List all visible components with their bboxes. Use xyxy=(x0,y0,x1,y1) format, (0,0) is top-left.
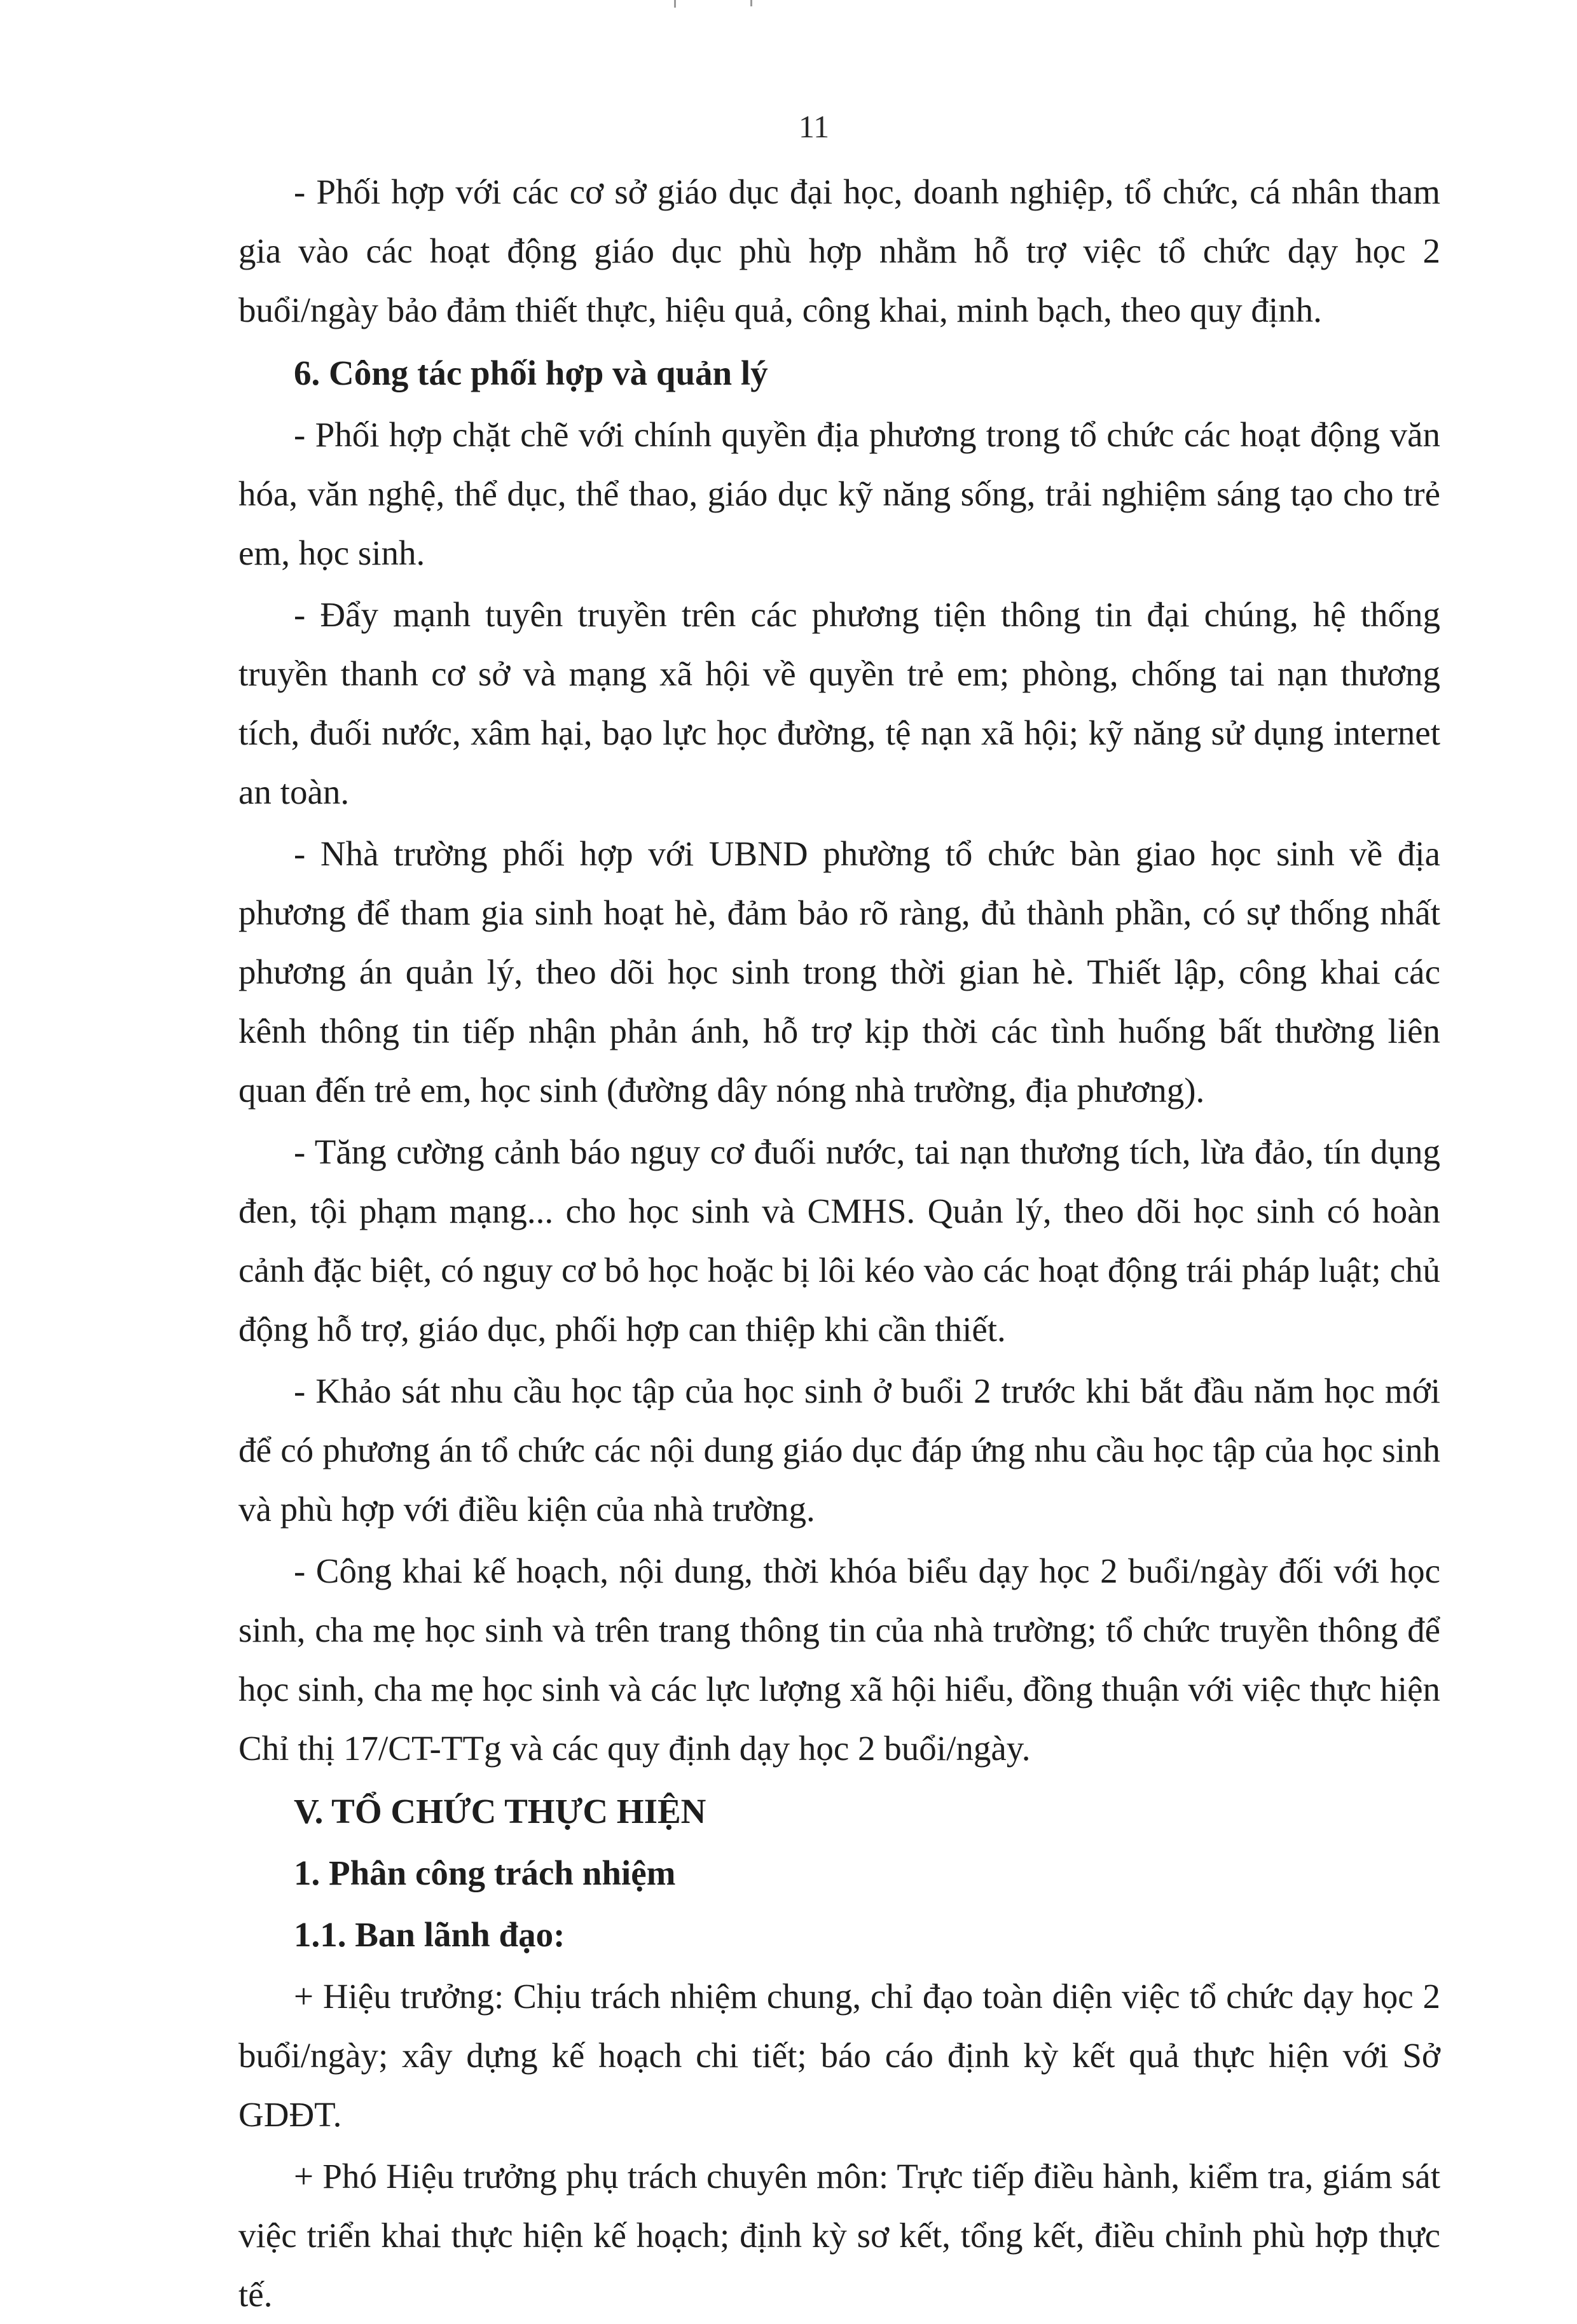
section-heading: 1. Phân công trách nhiệm xyxy=(294,1853,676,1892)
document-body xyxy=(238,162,1440,2324)
paragraph: - Đẩy mạnh tuyên truyền trên các phương tiện thông tin đại chúng, hệ thống truyền thanh cơ sở và mạng xã hội về quyền trẻ em; phòng, chống tai nạn thương tích, đuối nước, xâm hại, bạo lực học đường, tệ nạn xã hội; kỹ năng sử dụng internet an toàn. xyxy=(238,595,1440,811)
paragraph: + Phó Hiệu trưởng phụ trách chuyên môn: Trực tiếp điều hành, kiểm tra, giám sát việc triển khai thực hiện kế hoạch; định kỳ sơ kết, tổng kết, điều chỉnh phù hợp thực tế. xyxy=(238,2157,1440,2314)
chapter-heading: V. TỔ CHỨC THỰC HIỆN xyxy=(294,1792,706,1831)
paragraph: - Phối hợp chặt chẽ với chính quyền địa phương trong tổ chức các hoạt động văn hóa, văn nghệ, thể dục, thể thao, giáo dục kỹ năng sống, trải nghiệm sáng tạo cho trẻ em, học sinh. xyxy=(238,415,1440,572)
paragraph: - Công khai kế hoạch, nội dung, thời khóa biểu dạy học 2 buổi/ngày đối với học sinh, cha mẹ học sinh và trên trang thông tin của nhà trường; tổ chức truyền thông để học sinh, cha mẹ học sinh và các lực lượng xã hội hiểu, đồng thuận với việc thực hiện Chỉ thị 17/CT-TTg và các quy định dạy học 2 buổi/ngày. xyxy=(238,1551,1440,1768)
paragraph: + Hiệu trưởng: Chịu trách nhiệm chung, chỉ đạo toàn diện việc tổ chức dạy học 2 buổi/ngày; xây dựng kế hoạch chi tiết; báo cáo định kỳ kết quả thực hiện với Sở GDĐT. xyxy=(238,1977,1440,2134)
paragraph: - Khảo sát nhu cầu học tập của học sinh ở buổi 2 trước khi bắt đầu năm học mới để có phương án tổ chức các nội dung giáo dục đáp ứng nhu cầu học tập của học sinh và phù hợp với điều kiện của nhà trường. xyxy=(238,1372,1440,1529)
paragraph: - Phối hợp với các cơ sở giáo dục đại học, doanh nghiệp, tổ chức, cá nhân tham gia vào các hoạt động giáo dục phù hợp nhằm hỗ trợ việc tổ chức dạy học 2 buổi/ngày bảo đảm thiết thực, hiệu quả, công khai, minh bạch, theo quy định. xyxy=(238,172,1440,329)
page-number: 11 xyxy=(798,109,830,144)
paragraph: - Tăng cường cảnh báo nguy cơ đuối nước, tai nạn thương tích, lừa đảo, tín dụng đen, tội phạm mạng... cho học sinh và CMHS. Quản lý, theo dõi học sinh có hoàn cảnh đặc biệt, có nguy cơ bỏ học hoặc bị lôi kéo vào các hoạt động trái pháp luật; chủ động hỗ trợ, giáo dục, phối hợp can thiệp khi cần thiết. xyxy=(238,1132,1440,1349)
paragraph: - Nhà trường phối hợp với UBND phường tổ chức bàn giao học sinh về địa phương để tham gia sinh hoạt hè, đảm bảo rõ ràng, đủ thành phần, có sự thống nhất phương án quản lý, theo dõi học sinh trong thời gian hè. Thiết lập, công khai các kênh thông tin tiếp nhận phản ánh, hỗ trợ kịp thời các tình huống bất thường liên quan đến trẻ em, học sinh (đường dây nóng nhà trường, địa phương). xyxy=(238,834,1440,1110)
scan-mark-top xyxy=(674,0,676,8)
scan-mark-top xyxy=(750,0,752,6)
section-heading: 6. Công tác phối hợp và quản lý xyxy=(294,354,768,392)
subsection-heading: 1.1. Ban lãnh đạo: xyxy=(294,1915,565,1954)
